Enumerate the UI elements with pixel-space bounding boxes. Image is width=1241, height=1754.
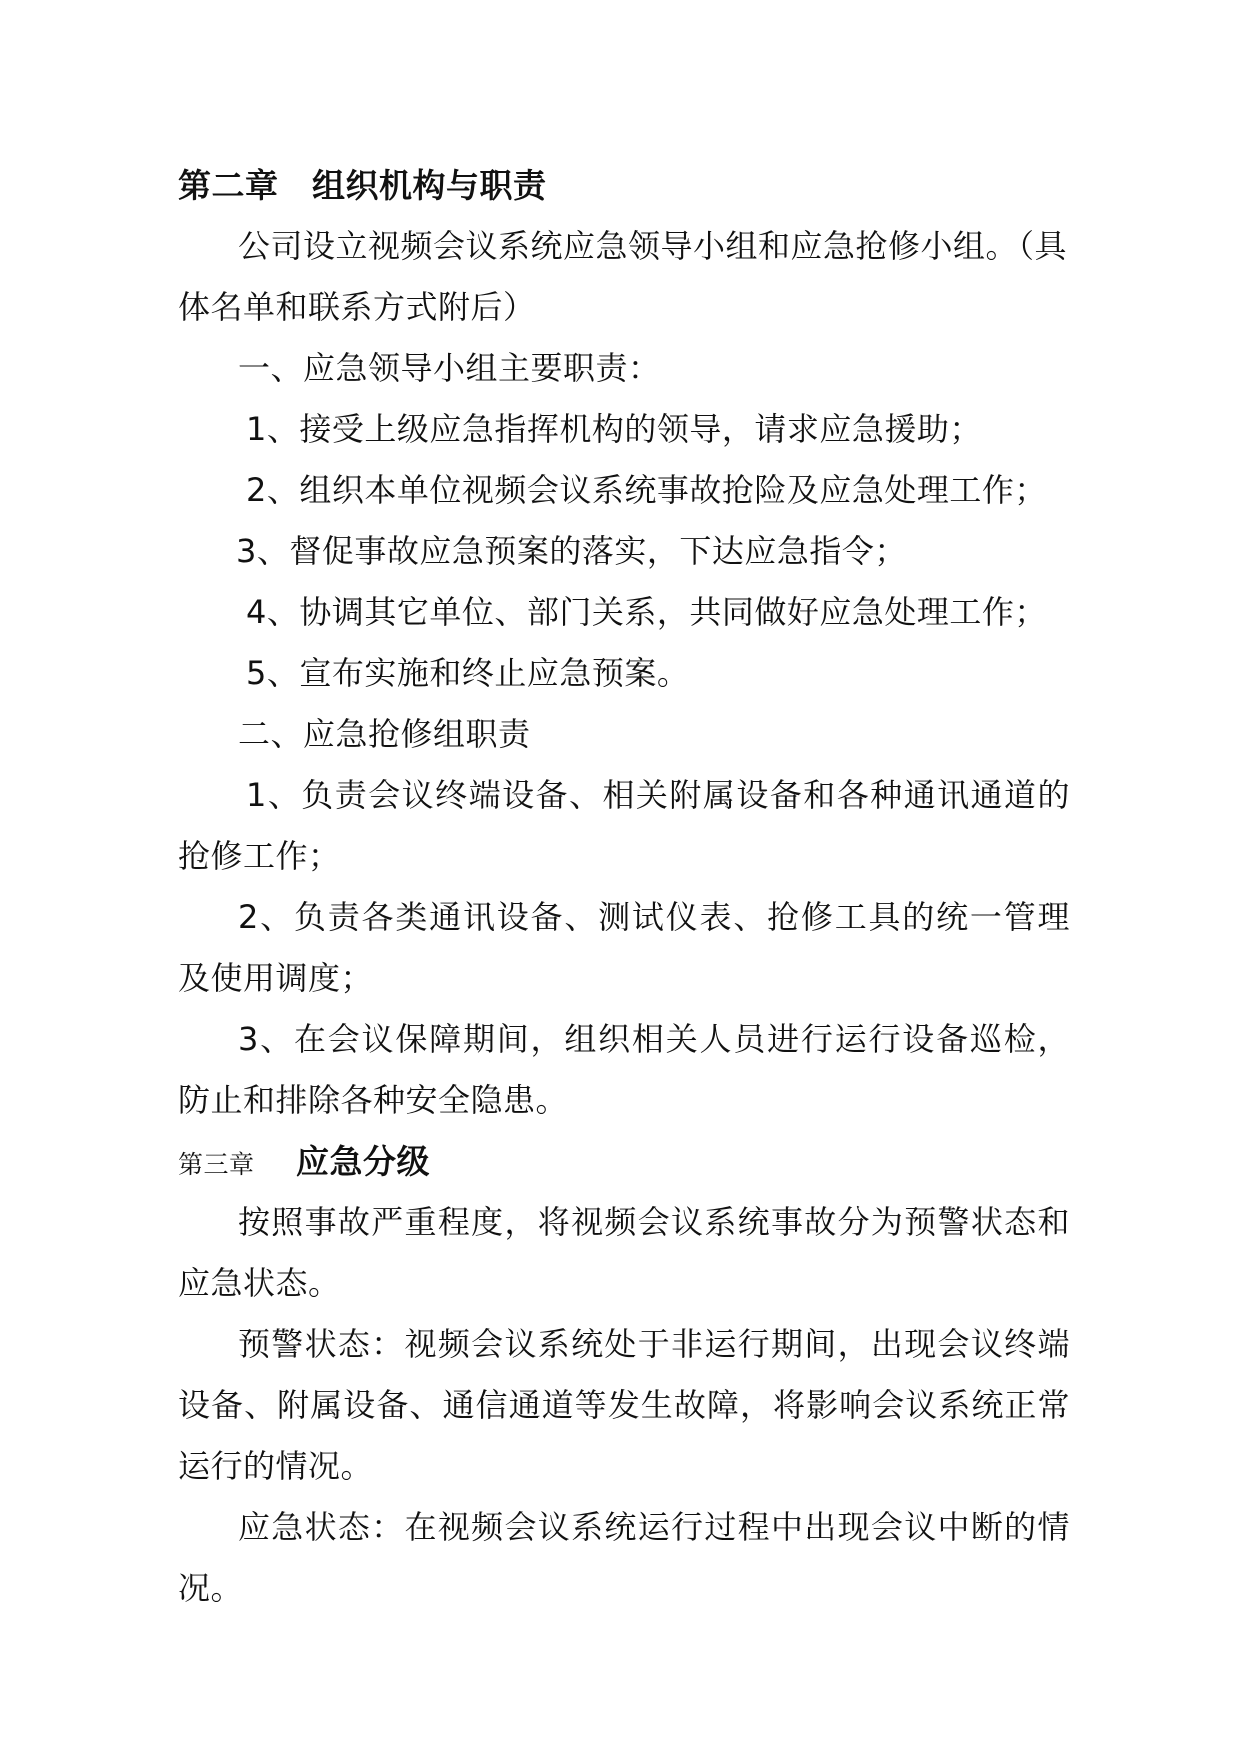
leadership-item-5: 5、宣布实施和终止应急预案。 [246,654,690,692]
chapter-3-number: 第三章 [178,1150,255,1179]
leadership-item-4: 4、协调其它单位、部门关系，共同做好应急处理工作； [246,593,1047,631]
intro-paragraph: 公司设立视频会议系统应急领导小组和应急抢修小组。（具体名单和联系方式附后） [178,227,1068,326]
repair-heading: 二、应急抢修组职责 [238,715,531,753]
chapter-2-heading [178,155,1070,216]
repair-item-1: 1、负责会议终端设备、相关附属设备和各种通讯通道的抢修工作； [178,776,1070,875]
grading-intro: 按照事故严重程度，将视频会议系统事故分为预警状态和应急状态。 [178,1203,1070,1302]
chapter-3-heading [178,1131,1070,1192]
leadership-item-2: 2、组织本单位视频会议系统事故抢险及应急处理工作； [246,471,1047,509]
warning-state-paragraph: 预警状态：视频会议系统处于非运行期间，出现会议终端设备、附属设备、通信通道等发生故障，将影响会议系统正常运行的情况。 [178,1325,1070,1485]
chapter-3-title: 应急分级 [296,1142,430,1181]
chapter-2-title: 组织机构与职责 [312,166,547,205]
repair-item-2: 2、负责各类通讯设备、测试仪表、抢修工具的统一管理及使用调度； [178,898,1070,997]
leadership-item-1: 1、接受上级应急指挥机构的领导，请求应急援助； [246,410,982,448]
chapter-2-number: 第二章 [178,166,279,205]
emergency-state-paragraph: 应急状态：在视频会议系统运行过程中出现会议中断的情况。 [178,1508,1070,1607]
leadership-heading: 一、应急领导小组主要职责： [238,349,661,387]
leadership-item-3: 3、督促事故应急预案的落实，下达应急指令； [236,532,907,570]
repair-item-3: 3、在会议保障期间，组织相关人员进行运行设备巡检，防止和排除各种安全隐患。 [178,1020,1070,1119]
document-page [178,155,1070,1619]
